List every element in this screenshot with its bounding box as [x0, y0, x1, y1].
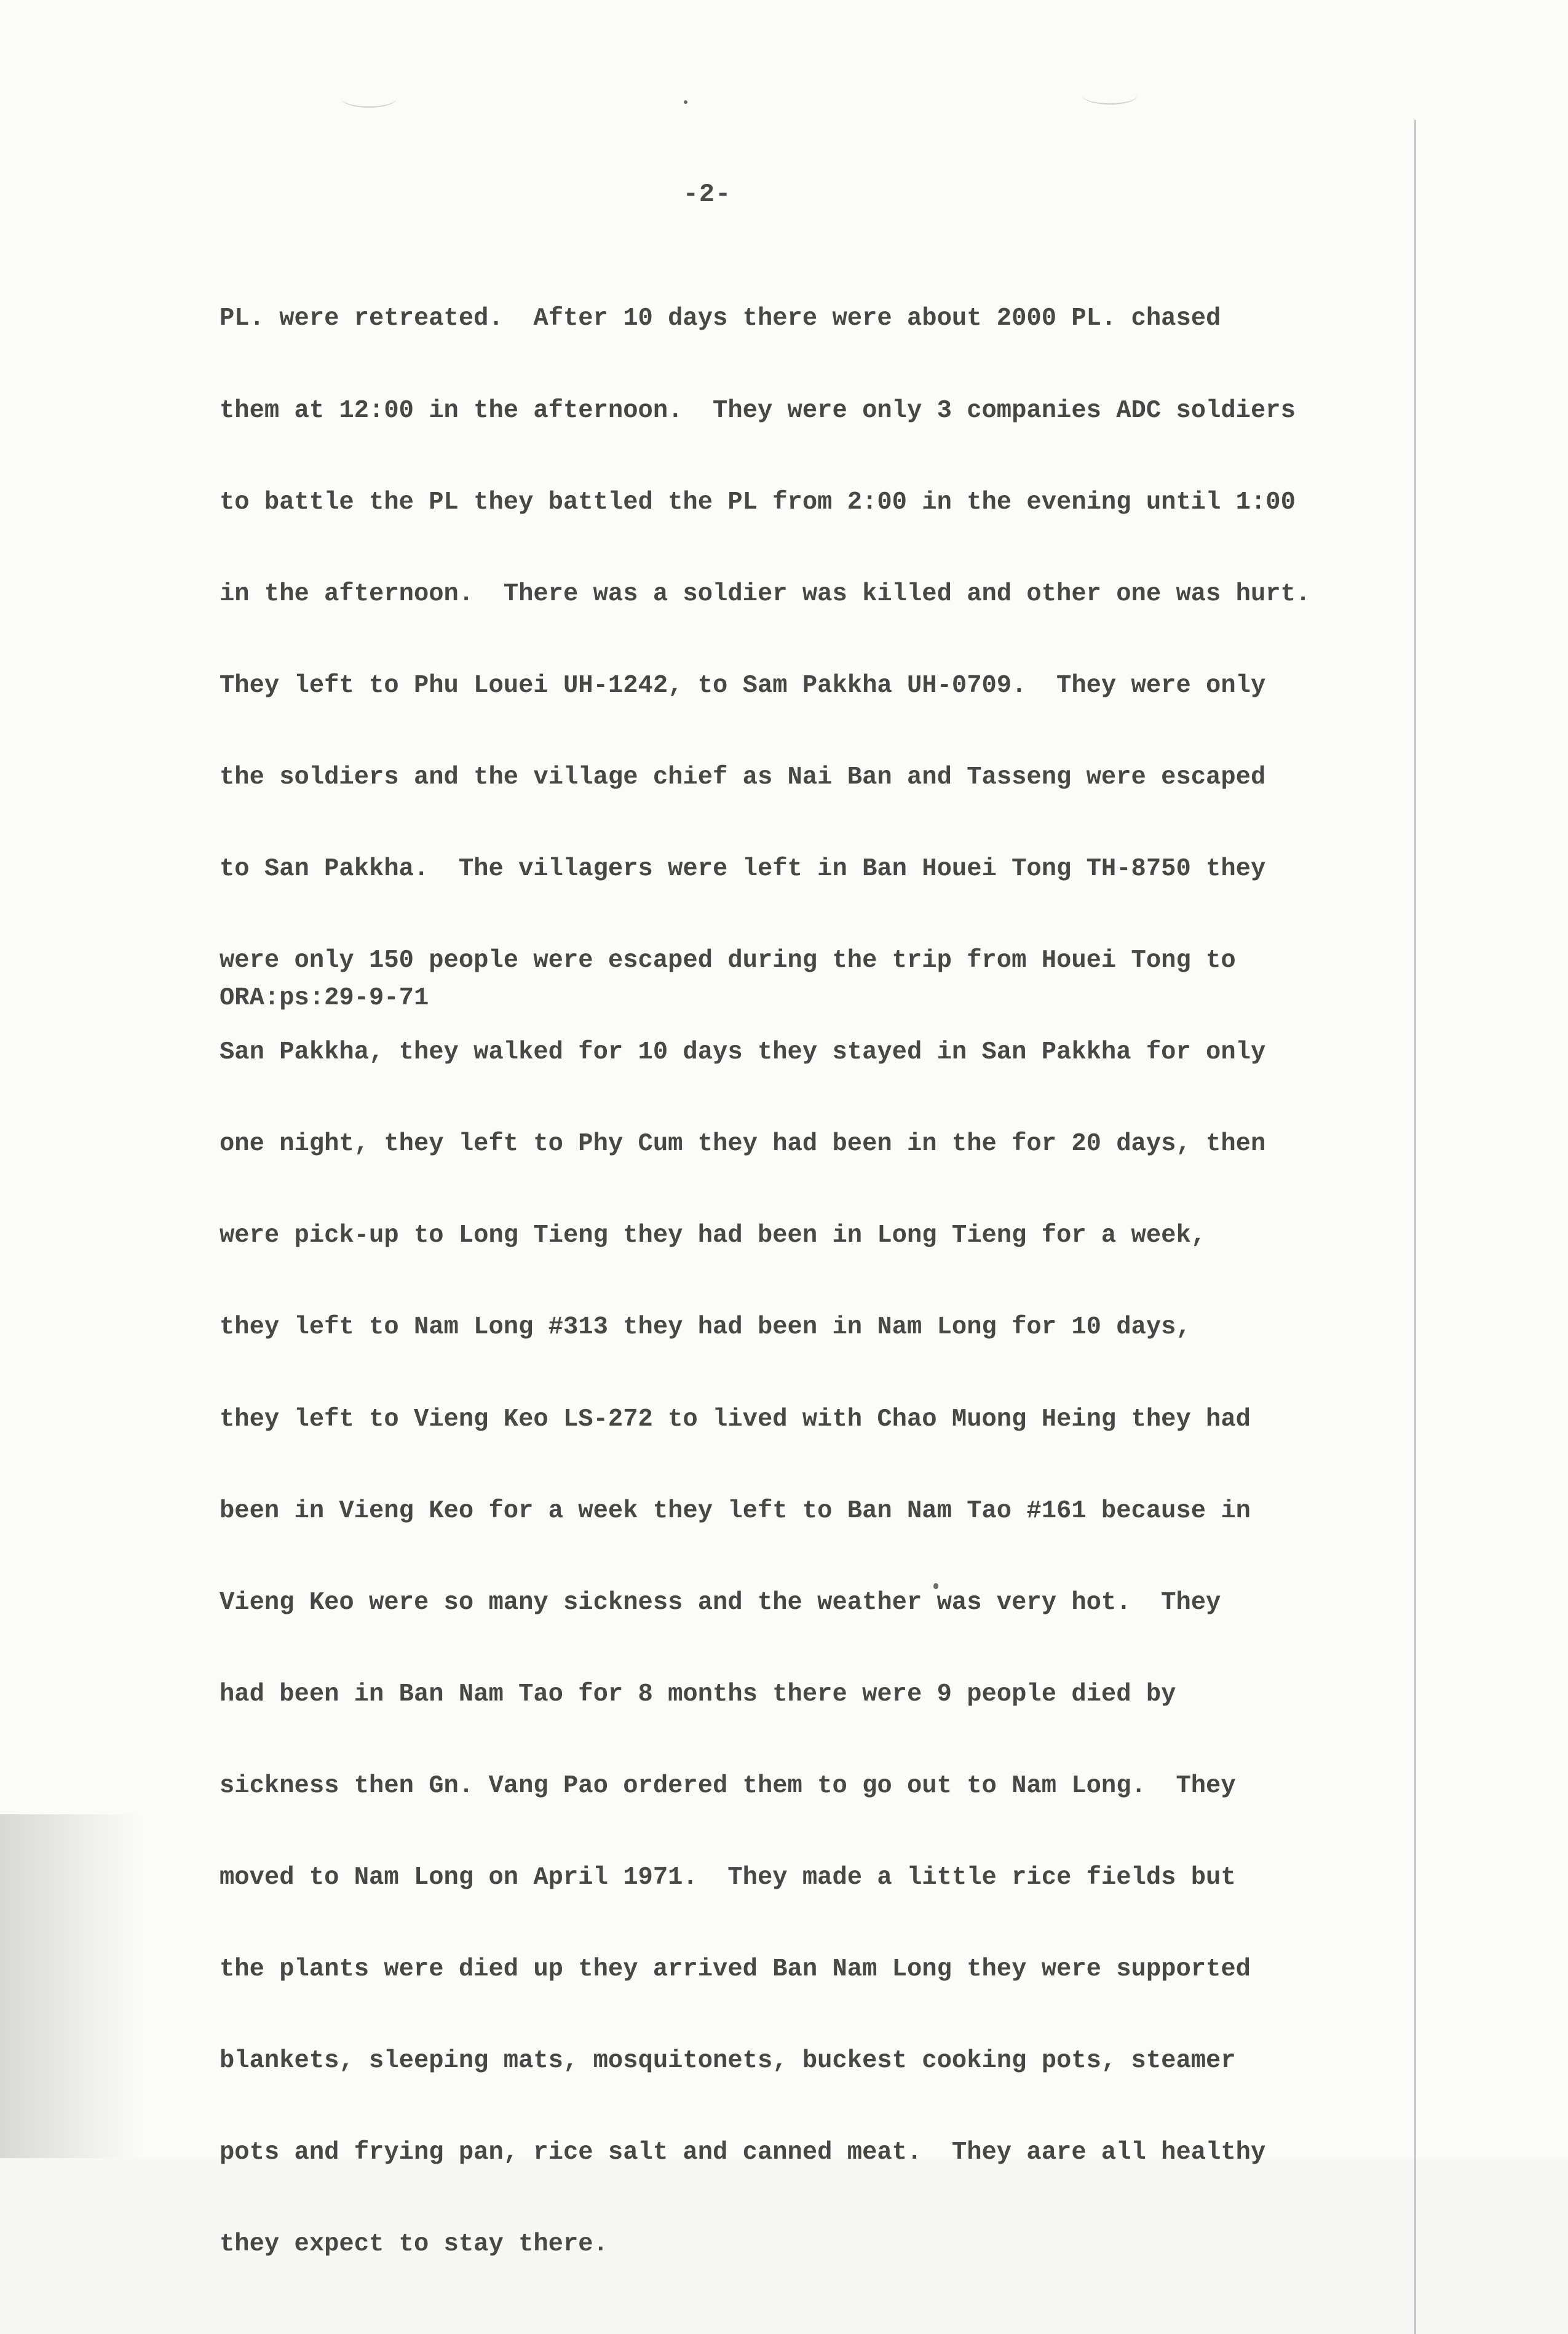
reference-initials: ORA:ps:29-9-71	[220, 984, 429, 1012]
scan-mark	[341, 89, 397, 108]
body-line: were only 150 people were escaped during the trip from Houei Tong to	[220, 947, 1236, 975]
page-number: -2-	[683, 180, 732, 209]
body-line: sickness then Gn. Vang Pao ordered them to go out to Nam Long. They	[220, 1771, 1236, 1800]
body-line: had been in Ban Nam Tao for 8 months there were 9 people died by	[220, 1680, 1176, 1709]
body-line: blankets, sleeping mats, mosquitonets, buckest cooking pots, steamer	[220, 2047, 1236, 2076]
body-line: Vieng Keo were so many sickness and the weather was very hot. They	[220, 1588, 1221, 1617]
scan-mark	[1082, 86, 1138, 105]
body-line: They left to Phu Louei UH-1242, to Sam Pakkha UH-0709. They were only	[220, 671, 1266, 700]
body-line: to battle the PL they battled the PL from 2:00 in the evening until 1:00	[220, 488, 1296, 517]
body-line: them at 12:00 in the afternoon. They were only 3 companies ADC soldiers	[220, 396, 1296, 425]
scan-speck	[684, 100, 687, 104]
body-line: PL. were retreated. After 10 days there were about 2000 PL. chased	[220, 304, 1221, 333]
body-line: moved to Nam Long on April 1971. They made a little rice fields but	[220, 1864, 1236, 1892]
body-line: the soldiers and the village chief as Nai Ban and Tasseng were escaped	[220, 763, 1266, 792]
body-line: were pick-up to Long Tieng they had been in Long Tieng for a week,	[220, 1221, 1206, 1250]
report-body-text	[220, 243, 1419, 2321]
body-line: one night, they left to Phy Cum they had been in the for 20 days, then	[220, 1130, 1266, 1159]
scan-edge-shadow	[0, 1814, 141, 2158]
body-line: they left to Nam Long #313 they had been in Nam Long for 10 days,	[220, 1313, 1191, 1342]
body-line: the plants were died up they arrived Ban Nam Long they were supported	[220, 1955, 1251, 1984]
body-line: to San Pakkha. The villagers were left in Ban Houei Tong TH-8750 they	[220, 854, 1266, 883]
body-line: San Pakkha, they walked for 10 days they stayed in San Pakkha for only	[220, 1038, 1266, 1067]
body-line: been in Vieng Keo for a week they left to Ban Nam Tao #161 because in	[220, 1496, 1251, 1525]
body-line: in the afternoon. There was a soldier was killed and other one was hurt.	[220, 579, 1311, 608]
body-line: they left to Vieng Keo LS-272 to lived with Chao Muong Heing they had	[220, 1405, 1251, 1434]
body-line: they expect to stay there.	[220, 2230, 608, 2259]
body-line: pots and frying pan, rice salt and canned meat. They aare all healthy	[220, 2138, 1266, 2167]
